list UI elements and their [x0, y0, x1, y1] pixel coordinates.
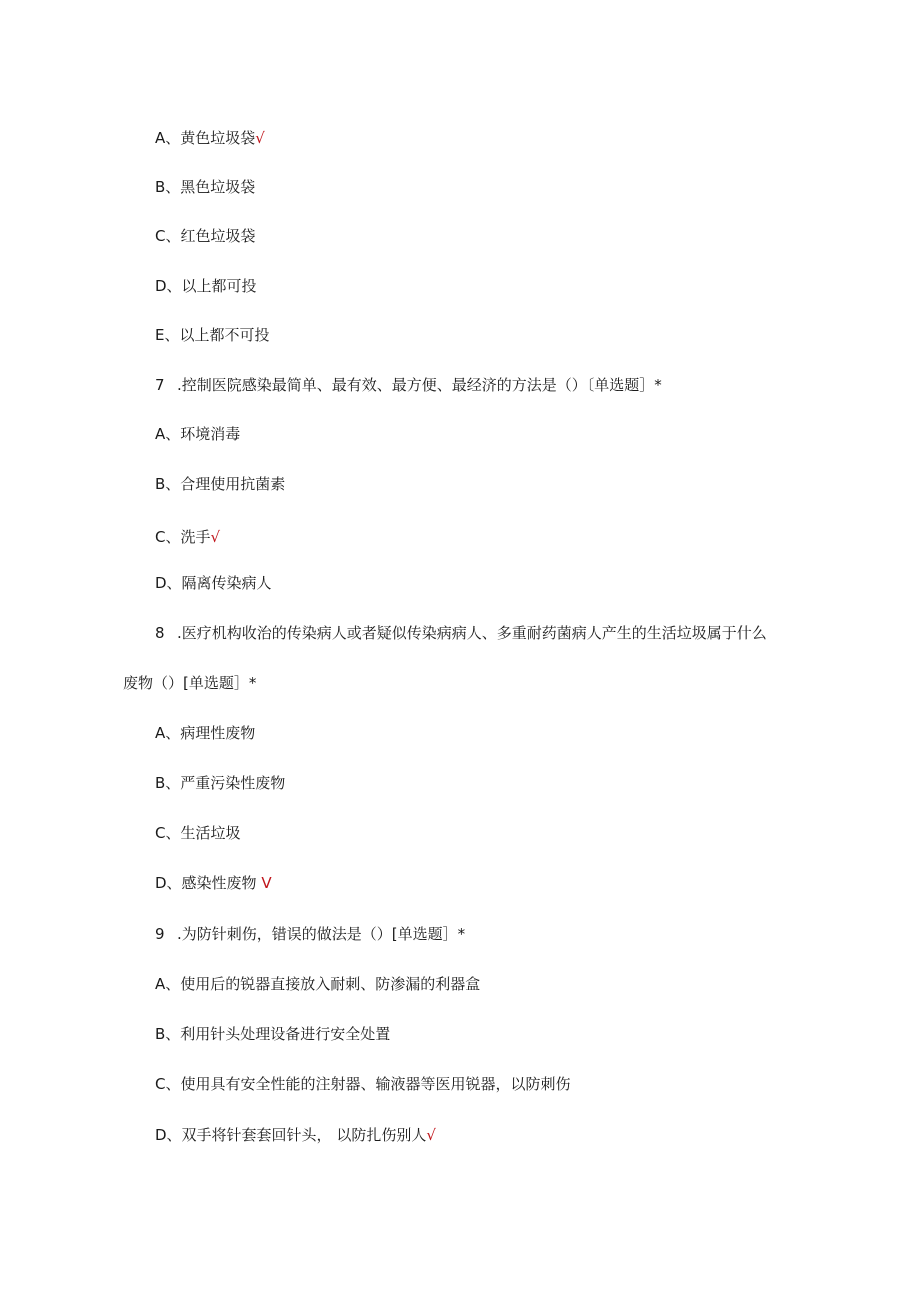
question-number: 9	[155, 925, 165, 943]
question-text: .医疗机构收治的传染病人或者疑似传染病病人、多重耐药菌病人产生的生活垃圾属于什么	[177, 624, 767, 642]
question-7-title	[155, 375, 662, 395]
q6-option-e[interactable]: E、以上都不可投	[155, 326, 270, 344]
q6-option-b[interactable]: B、黑色垃圾袋	[155, 178, 256, 196]
q6-option-d[interactable]: D、以上都可投	[155, 277, 257, 295]
q8-option-c[interactable]: C、生活垃圾	[155, 824, 241, 842]
q9-option-c[interactable]: C、使用具有安全性能的注射器、输液器等医用锐器，以防刺伤	[155, 1075, 571, 1093]
answer-checkmark: √	[255, 129, 265, 147]
q8-option-b[interactable]: B、严重污染性废物	[155, 774, 286, 792]
answer-checkmark: V	[256, 874, 272, 892]
q7-option-c[interactable]: C、洗手√	[155, 528, 221, 546]
q7-option-b[interactable]: B、合理使用抗菌素	[155, 475, 286, 493]
answer-checkmark: √	[426, 1126, 436, 1144]
q9-option-b[interactable]: B、利用针头处理设备进行安全处置	[155, 1025, 391, 1043]
q9-option-d[interactable]: D、双手将针套套回针头， 以防扎伤别人√	[155, 1126, 436, 1144]
q9-option-a[interactable]: A、使用后的锐器直接放入耐刺、防渗漏的利器盒	[155, 975, 481, 993]
q8-option-a[interactable]: A、病理性废物	[155, 724, 256, 742]
q7-option-a[interactable]: A、环境消毒	[155, 425, 241, 443]
q6-option-c[interactable]: C、红色垃圾袋	[155, 227, 256, 245]
question-number: 8	[155, 624, 165, 642]
question-text: .为防针刺伤，错误的做法是（）[单选题］*	[177, 925, 466, 943]
question-9-title	[155, 924, 465, 944]
question-text: .控制医院感染最简单、最有效、最方便、最经济的方法是（）〔单选题］*	[177, 376, 662, 394]
q6-option-a[interactable]: A、黄色垃圾袋√	[155, 129, 265, 147]
answer-checkmark: √	[210, 528, 221, 546]
question-8-title	[155, 623, 767, 643]
question-8-title-continued: 废物（）[单选题］*	[123, 674, 257, 692]
q7-option-d[interactable]: D、隔离传染病人	[155, 574, 272, 592]
question-number: 7	[155, 376, 165, 394]
q8-option-d[interactable]: D、感染性废物 V	[155, 874, 272, 892]
